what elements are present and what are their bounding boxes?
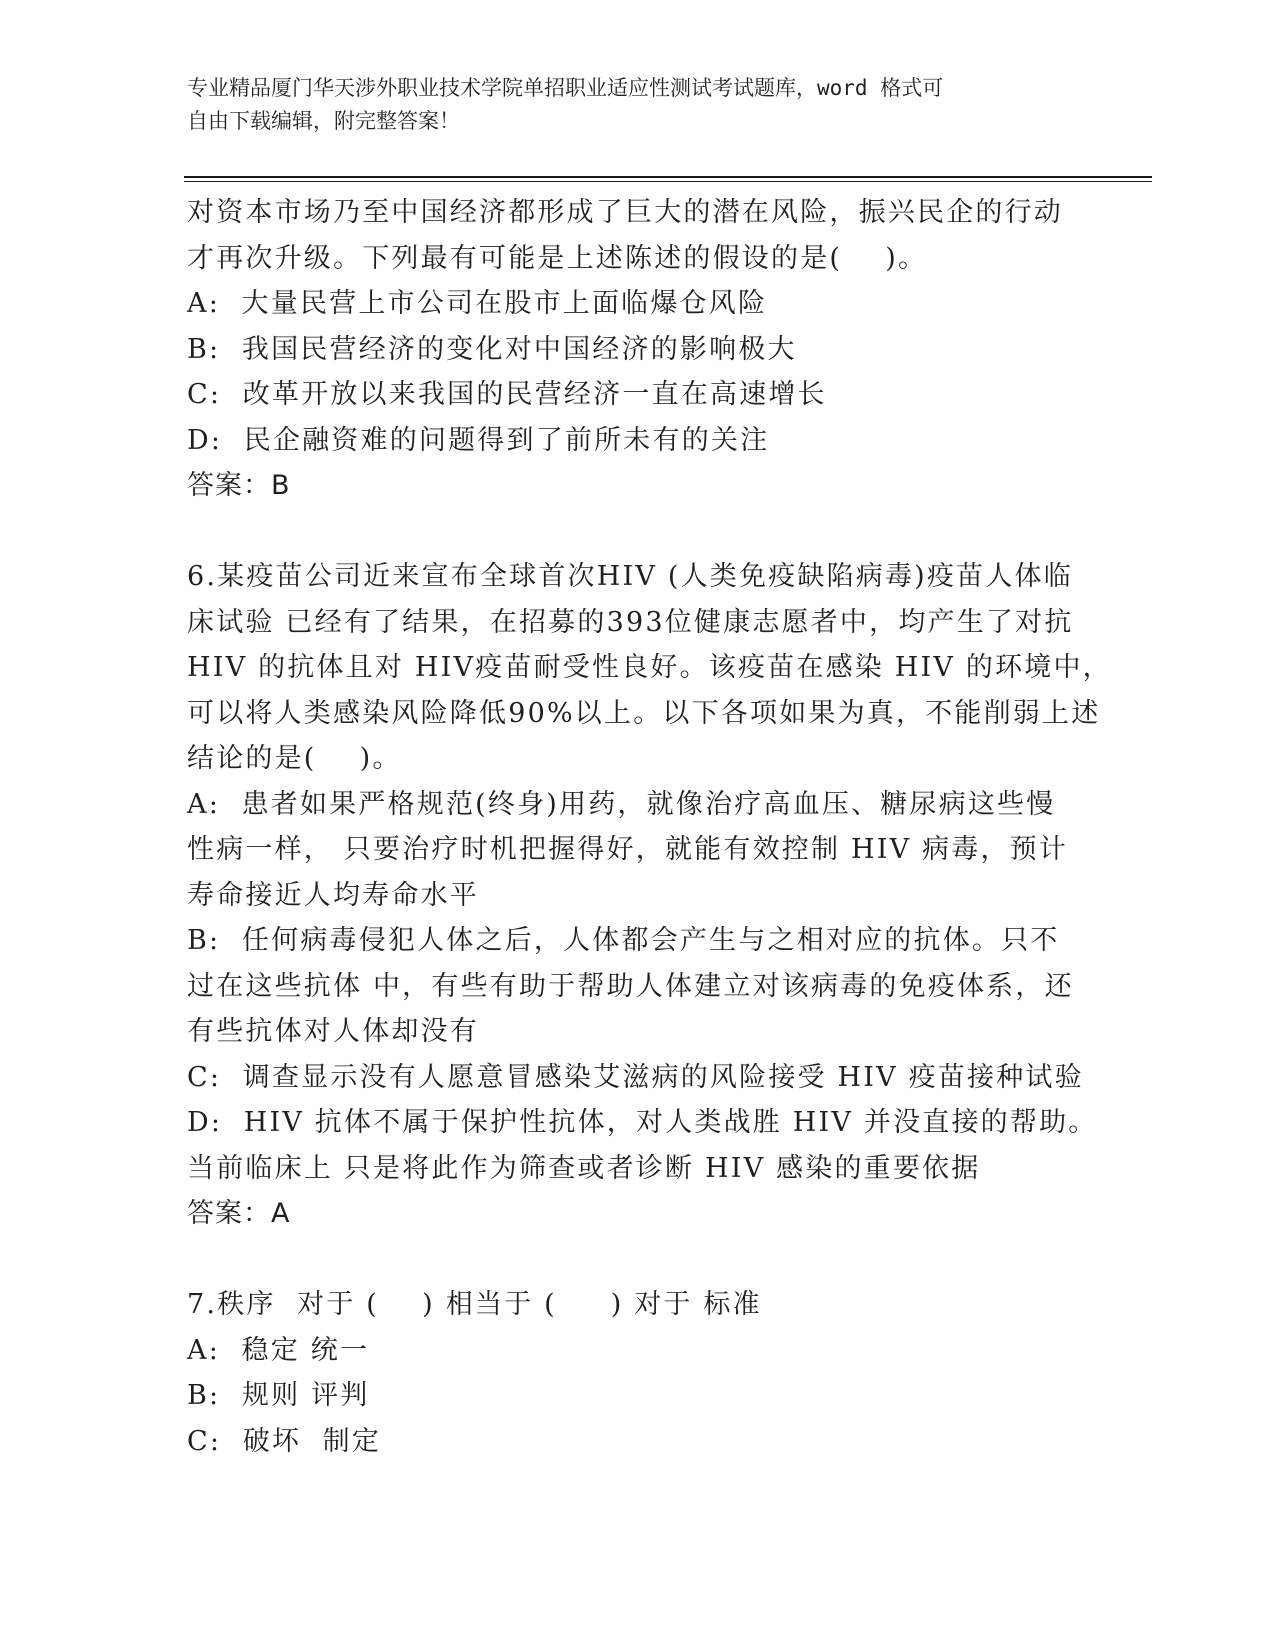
answer-label: 答案：B: [187, 470, 291, 501]
option-c: C: 改革开放以来我国的民营经济一直在高速增长: [187, 379, 827, 410]
spacer: [187, 509, 1087, 555]
option-d: D: HIV 抗体不属于保护性抗体，对人类战胜 HIV 并没直接的帮助。: [187, 1107, 1098, 1138]
option-b-cont: 有些抗体对人体却没有: [187, 1016, 479, 1047]
question-stem-line: 对资本市场乃至中国经济都形成了巨大的潜在风险，振兴民企的行动: [187, 197, 1063, 228]
header-line-1: 专业精品厦门华天涉外职业技术学院单招职业适应性测试考试题库，word 格式可: [187, 76, 944, 100]
option-c: C: 破坏 制定: [187, 1425, 382, 1457]
option-a: A: 患者如果严格规范(终身)用药，就像治疗高血压、糖尿病这些慢: [187, 788, 1056, 820]
question-stem-line: 床试验 已经有了结果，在招募的393位健康志愿者中，均产生了对抗: [187, 606, 1074, 638]
question-6: [187, 554, 1112, 1237]
question-7: [187, 1282, 1087, 1464]
question-stem-line: 可以将人类感染风险降低90%以上。以下各项如果为真，不能削弱上述: [187, 697, 1101, 729]
option-a-cont: 性病一样， 只要治疗时机把握得好，就能有效控制 HIV 病毒，预计: [187, 834, 1069, 865]
option-c: C: 调查显示没有人愿意冒感染艾滋病的风险接受 HIV 疫苗接种试验: [187, 1061, 1084, 1093]
option-d-cont: 当前临床上 只是将此作为筛查或者诊断 HIV 感染的重要依据: [187, 1152, 981, 1184]
question-5: [187, 190, 1087, 509]
option-b-cont: 过在这些抗体 中，有些有助于帮助人体建立对该病毒的免疫体系，还: [187, 970, 1074, 1002]
answer-label: 答案：A: [187, 1198, 291, 1229]
option-a-cont: 寿命接近人均寿命水平: [187, 879, 479, 911]
option-b: B: 任何病毒侵犯人体之后，人体都会产生与之相对应的抗体。只不: [187, 925, 1060, 956]
header-rule-thin: [184, 181, 1152, 182]
question-stem-line: 才再次升级。下列最有可能是上述陈述的假设的是( )。: [187, 242, 928, 274]
option-a: A: 大量民营上市公司在股市上面临爆仓风险: [187, 288, 768, 319]
question-stem-line: 6.某疫苗公司近来宣布全球首次HIV (人类免疫缺陷病毒)疫苗人体临: [187, 561, 1073, 592]
header-rule-thick: [184, 176, 1152, 178]
header-line-2: 自由下载编辑，附完整答案！: [187, 109, 460, 133]
page-header: [187, 72, 1067, 138]
question-stem-line: 结论的是( )。: [187, 743, 402, 774]
question-stem-line: HIV 的抗体且对 HIV疫苗耐受性良好。该疫苗在感染 HIV 的环境中，: [187, 652, 1112, 683]
question-stem-line: 7.秩序 对于 ( ) 相当于 ( ) 对于 标准: [187, 1289, 762, 1320]
option-d: D: 民企融资难的问题得到了前所未有的关注: [187, 424, 770, 456]
spacer: [187, 1237, 1087, 1283]
option-b: B: 我国民营经济的变化对中国经济的影响极大: [187, 333, 797, 365]
option-b: B: 规则 评判: [187, 1380, 370, 1411]
document-body: [187, 190, 1112, 1464]
option-a: A: 稳定 统一: [187, 1334, 370, 1366]
